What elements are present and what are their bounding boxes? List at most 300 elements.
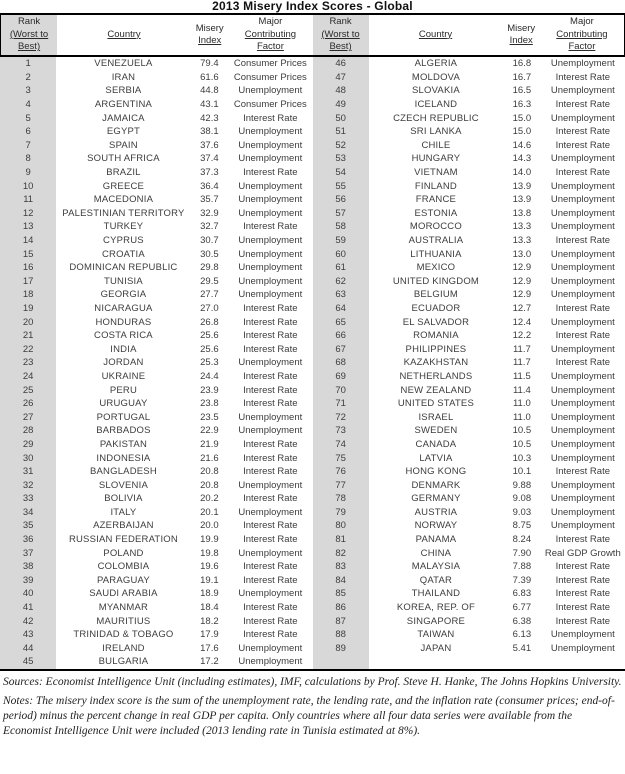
country-cell: MOLDOVA: [411, 71, 461, 83]
rank-cell: 49: [313, 98, 369, 112]
rank-cell: 76: [313, 465, 369, 479]
table-row: [313, 533, 625, 547]
table-row: [0, 410, 313, 424]
factor-cell: Interest Rate: [243, 615, 298, 627]
table-row: [0, 342, 313, 356]
rank-cell: 9: [0, 166, 56, 180]
rank-cell: 78: [313, 492, 369, 506]
table-row: [0, 166, 313, 180]
factor-header: [540, 15, 624, 55]
header-line: Best): [17, 41, 41, 53]
factor-cell: Unemployment: [550, 262, 615, 274]
rank-cell: 46: [313, 57, 369, 71]
factor-cell: Interest Rate: [243, 330, 298, 342]
country-cell: PARAGUAY: [96, 574, 150, 586]
factor-cell: Unemployment: [550, 316, 615, 328]
factor-cell: Interest Rate: [555, 588, 610, 600]
country-cell: RUSSIAN FEDERATION: [68, 534, 178, 546]
country-cell: DOMINICAN REPUBLIC: [69, 262, 178, 274]
country-cell: ITALY: [110, 506, 137, 518]
table-row: [0, 111, 313, 125]
factor-cell: Consumer Prices: [233, 58, 307, 70]
country-cell: VENEZUELA: [94, 58, 153, 70]
country-cell: TRINIDAD & TOBAGO: [73, 629, 174, 641]
table-row: [0, 207, 313, 221]
misery-cell: 21.9: [200, 438, 219, 450]
country-cell: CANADA: [415, 438, 457, 450]
factor-cell: Unemployment: [550, 343, 615, 355]
country-cell: KOREA, REP. OF: [396, 602, 475, 614]
factor-cell: Consumer Prices: [233, 99, 307, 111]
country-cell: SRI LANKA: [410, 126, 462, 138]
country-cell: AUSTRALIA: [408, 235, 464, 247]
table-row: [313, 342, 625, 356]
rank-cell: 63: [313, 288, 369, 302]
table-row: [313, 397, 625, 411]
rank-cell: 26: [0, 397, 56, 411]
factor-cell: Unemployment: [550, 520, 615, 532]
misery-cell: 11.7: [512, 343, 531, 355]
rank-cell: 61: [313, 261, 369, 275]
factor-cell: Unemployment: [550, 58, 615, 70]
factor-cell: Interest Rate: [243, 466, 298, 478]
rank-cell: 47: [313, 71, 369, 85]
country-cell: SWEDEN: [414, 425, 458, 437]
factor-cell: Unemployment: [550, 452, 615, 464]
country-cell: URUGUAY: [99, 398, 148, 410]
rank-cell: [313, 655, 369, 669]
misery-cell: 23.8: [200, 398, 219, 410]
factor-cell: Unemployment: [238, 642, 303, 654]
country-cell: AUSTRIA: [414, 506, 458, 518]
factor-cell: Unemployment: [550, 275, 615, 287]
country-cell: GEORGIA: [100, 289, 147, 301]
country-cell: COLOMBIA: [97, 561, 150, 573]
rank-cell: 2: [0, 71, 56, 85]
country-cell: EGYPT: [106, 126, 141, 138]
table-row: [313, 383, 625, 397]
table-row: [0, 57, 313, 71]
country-cell: NETHERLANDS: [399, 370, 473, 382]
country-cell: UNITED KINGDOM: [392, 275, 480, 287]
factor-cell: Unemployment: [550, 642, 615, 654]
misery-cell: 9.88: [512, 479, 532, 491]
rank-cell: 4: [0, 98, 56, 112]
header-line: Contributing: [556, 28, 608, 40]
notes-text: Notes: The misery index score is the sum of the unemployment rate, the lending rate, and the inflation rate (consumer prices; end-of-period) minus the percent change in real GDP per capita. Only countries where all four data series were available from the Economist Intelligence Unit were included (2013 lending rate in Tunisia estimated at 8%).: [3, 694, 615, 737]
country-cell: GERMANY: [411, 493, 461, 505]
table-row: [313, 560, 625, 574]
footer-notes: [0, 671, 625, 739]
rank-cell: 81: [313, 533, 369, 547]
factor-cell: Unemployment: [238, 289, 303, 301]
country-cell: DENMARK: [411, 479, 461, 491]
misery-cell: 10.5: [512, 438, 532, 450]
table-row: [313, 315, 625, 329]
country-cell: PAKISTAN: [99, 438, 148, 450]
rank-cell: 48: [313, 84, 369, 98]
factor-cell: Unemployment: [238, 547, 303, 559]
rank-cell: 52: [313, 139, 369, 153]
country-cell: HUNGARY: [411, 153, 461, 165]
country-cell: PERU: [109, 384, 138, 396]
table-row: [0, 546, 313, 560]
misery-cell: 12.4: [512, 316, 532, 328]
misery-cell: 6.13: [512, 629, 532, 641]
header-line: Misery: [195, 22, 224, 34]
header-line: Factor: [568, 41, 596, 53]
misery-cell: 22.9: [200, 425, 219, 437]
table-body: [0, 57, 625, 671]
misery-cell: 14.6: [512, 139, 532, 151]
table-body-left: [0, 57, 313, 669]
table-row: [313, 451, 625, 465]
table-row: [0, 560, 313, 574]
misery-cell: 32.9: [200, 207, 219, 219]
table-row: [313, 220, 625, 234]
misery-cell: 19.6: [200, 561, 219, 573]
misery-cell: 20.2: [200, 493, 219, 505]
rank-cell: 10: [0, 179, 56, 193]
country-cell: INDIA: [110, 343, 137, 355]
table-row: [0, 519, 313, 533]
factor-cell: Interest Rate: [243, 438, 298, 450]
country-cell: IRELAND: [102, 642, 145, 654]
country-cell: GREECE: [102, 180, 145, 192]
table-row: [0, 587, 313, 601]
country-cell: FRANCE: [415, 194, 457, 206]
factor-cell: Unemployment: [550, 398, 615, 410]
misery-cell: 11.4: [512, 384, 531, 396]
country-cell: BULGARIA: [98, 656, 149, 668]
table-row: [0, 84, 313, 98]
misery-cell: 37.3: [200, 167, 219, 179]
misery-cell: 25.3: [200, 357, 219, 369]
header-line: Index: [509, 35, 533, 46]
country-cell: JORDAN: [103, 357, 144, 369]
country-cell: SPAIN: [109, 139, 138, 151]
country-cell: SLOVAKIA: [411, 85, 460, 97]
factor-cell: Unemployment: [550, 425, 615, 437]
table-row: [0, 383, 313, 397]
factor-cell: Unemployment: [238, 588, 303, 600]
factor-cell: Interest Rate: [555, 330, 610, 342]
factor-cell: Unemployment: [550, 493, 615, 505]
country-cell: HONG KONG: [405, 466, 467, 478]
rank-cell: 24: [0, 370, 56, 384]
misery-cell: 12.9: [512, 262, 532, 274]
table-row: [313, 247, 625, 261]
factor-cell: Interest Rate: [243, 398, 298, 410]
table-row: [0, 275, 313, 289]
country-cell: UKRAINE: [101, 370, 146, 382]
factor-cell: Real GDP Growth: [544, 547, 621, 559]
country-cell: FINLAND: [414, 180, 457, 192]
table-row: [0, 288, 313, 302]
factor-header: [228, 15, 312, 55]
header-line: Major: [570, 16, 594, 28]
country-cell: ICELAND: [414, 99, 458, 111]
misery-cell: 32.7: [200, 221, 219, 233]
factor-cell: Unemployment: [238, 85, 303, 97]
misery-cell: 13.9: [512, 194, 532, 206]
misery-cell: 18.2: [200, 615, 219, 627]
misery-cell: 30.7: [200, 235, 219, 247]
country-cell: TURKEY: [103, 221, 144, 233]
misery-cell: 13.9: [512, 180, 532, 192]
table-row: [0, 329, 313, 343]
country-cell: CHINA: [420, 547, 452, 559]
misery-cell: 44.8: [200, 85, 219, 97]
table-row: [0, 261, 313, 275]
country-cell: ROMANIA: [413, 330, 459, 342]
factor-cell: Interest Rate: [555, 71, 610, 83]
rank-cell: 80: [313, 519, 369, 533]
sources-text: Sources: Economist Intelligence Unit (including estimates), IMF, calculations by Prof. Steve H. Hanke, The Johns Hopkins University.: [3, 675, 622, 688]
rank-cell: 16: [0, 261, 56, 275]
rank-cell: 6: [0, 125, 56, 139]
misery-cell: 20.1: [200, 506, 219, 518]
country-cell: JAMAICA: [102, 112, 145, 124]
table-row: [0, 315, 313, 329]
factor-cell: Interest Rate: [243, 302, 298, 314]
table-row: [313, 546, 625, 560]
misery-index-header: [503, 15, 540, 55]
table-row: [313, 302, 625, 316]
country-cell: BANGLADESH: [89, 466, 157, 478]
factor-cell: Interest Rate: [555, 466, 610, 478]
country-cell: MALAYSIA: [411, 561, 461, 573]
table-row: [313, 574, 625, 588]
misery-cell: 13.8: [512, 207, 532, 219]
factor-cell: Interest Rate: [555, 615, 610, 627]
misery-cell: 23.9: [200, 384, 219, 396]
header-line: Country: [107, 28, 141, 40]
table-row: [0, 601, 313, 615]
table-row: [313, 506, 625, 520]
rank-cell: 42: [0, 614, 56, 628]
misery-cell: 7.88: [512, 561, 532, 573]
factor-cell: Unemployment: [550, 85, 615, 97]
country-cell: POLAND: [103, 547, 144, 559]
table-row: [313, 614, 625, 628]
table-row: [0, 655, 313, 669]
factor-cell: Interest Rate: [555, 561, 610, 573]
factor-cell: Interest Rate: [243, 602, 298, 614]
misery-cell: 37.4: [200, 153, 219, 165]
country-cell: CHILE: [421, 139, 451, 151]
table-row: [313, 628, 625, 642]
misery-cell: 13.3: [512, 235, 532, 247]
rank-cell: 18: [0, 288, 56, 302]
rank-cell: 50: [313, 111, 369, 125]
factor-cell: Interest Rate: [243, 167, 298, 179]
country-header: [57, 15, 191, 55]
factor-cell: Unemployment: [550, 506, 615, 518]
table-row: [0, 247, 313, 261]
misery-cell: 19.9: [200, 534, 219, 546]
rank-cell: 87: [313, 614, 369, 628]
factor-cell: Unemployment: [238, 479, 303, 491]
misery-cell: 26.8: [200, 316, 219, 328]
table-row: [313, 207, 625, 221]
table-row: [313, 642, 625, 656]
rank-cell: 60: [313, 247, 369, 261]
country-cell: ESTONIA: [414, 207, 458, 219]
table-row: [313, 356, 625, 370]
factor-cell: Unemployment: [550, 411, 615, 423]
rank-header: [1, 15, 57, 55]
misery-cell: 17.2: [200, 656, 219, 668]
misery-cell: 12.9: [512, 275, 532, 287]
table-row: [313, 125, 625, 139]
misery-cell: 25.6: [200, 330, 219, 342]
table-row: [313, 601, 625, 615]
rank-cell: 38: [0, 560, 56, 574]
country-cell: VIETNAM: [414, 167, 458, 179]
misery-cell: 29.8: [200, 262, 219, 274]
country-cell: BOLIVIA: [104, 493, 143, 505]
rank-cell: 13: [0, 220, 56, 234]
misery-cell: 10.3: [512, 452, 532, 464]
factor-cell: Unemployment: [238, 262, 303, 274]
country-cell: IRAN: [111, 71, 136, 83]
rank-cell: 59: [313, 234, 369, 248]
country-cell: MAURITIUS: [96, 615, 151, 627]
rank-cell: 8: [0, 152, 56, 166]
table-row: [0, 397, 313, 411]
factor-cell: Interest Rate: [243, 384, 298, 396]
misery-cell: 13.0: [512, 248, 532, 260]
misery-cell: 16.8: [512, 58, 532, 70]
rank-cell: 40: [0, 587, 56, 601]
factor-cell: Unemployment: [550, 629, 615, 641]
table-row: [313, 424, 625, 438]
misery-cell: 15.0: [512, 126, 532, 138]
factor-cell: Interest Rate: [555, 126, 610, 138]
misery-cell: 11.0: [512, 398, 531, 410]
table-row: [0, 71, 313, 85]
country-cell: ISRAEL: [418, 411, 454, 423]
table-row: [313, 57, 625, 71]
rank-cell: 65: [313, 315, 369, 329]
rank-cell: 82: [313, 546, 369, 560]
left-header: [1, 15, 313, 55]
table-row: [313, 519, 625, 533]
factor-cell: Interest Rate: [555, 139, 610, 151]
country-cell: ALGERIA: [414, 58, 458, 70]
rank-cell: 11: [0, 193, 56, 207]
factor-cell: Interest Rate: [555, 574, 610, 586]
country-cell: SERBIA: [105, 85, 142, 97]
rank-cell: 55: [313, 179, 369, 193]
country-cell: SLOVENIA: [98, 479, 148, 491]
rank-cell: 72: [313, 410, 369, 424]
header-line: Index: [198, 35, 222, 46]
country-cell: TUNISIA: [103, 275, 143, 287]
table-row: [0, 152, 313, 166]
table-row: [0, 438, 313, 452]
table-row: [0, 424, 313, 438]
misery-cell: 17.9: [200, 629, 219, 641]
table-row: [0, 125, 313, 139]
country-cell: MYANMAR: [98, 602, 149, 614]
rank-cell: 84: [313, 574, 369, 588]
country-cell: SOUTH AFRICA: [87, 153, 160, 165]
table-row: [0, 478, 313, 492]
misery-cell: 6.77: [512, 602, 532, 614]
country-cell: SAUDI ARABIA: [89, 588, 158, 600]
table-row: [313, 111, 625, 125]
misery-cell: 19.1: [200, 574, 219, 586]
factor-cell: Unemployment: [238, 207, 303, 219]
country-cell: MEXICO: [416, 262, 456, 274]
rank-cell: 30: [0, 451, 56, 465]
misery-cell: 38.1: [200, 126, 219, 138]
misery-cell: 21.6: [200, 452, 219, 464]
misery-cell: 12.9: [512, 289, 532, 301]
table-row: [0, 220, 313, 234]
header-line: Best): [329, 41, 352, 53]
factor-cell: Unemployment: [550, 248, 615, 260]
misery-cell: 27.7: [200, 289, 219, 301]
misery-cell: 12.7: [512, 302, 532, 314]
misery-cell: 11.5: [512, 370, 531, 382]
table-row: [0, 533, 313, 547]
rank-cell: 69: [313, 370, 369, 384]
country-cell: LITHUANIA: [410, 248, 462, 260]
rank-cell: 7: [0, 139, 56, 153]
rank-cell: 35: [0, 519, 56, 533]
rank-cell: 67: [313, 342, 369, 356]
country-cell: CROATIA: [101, 248, 145, 260]
misery-cell: 25.6: [200, 343, 219, 355]
factor-cell: Interest Rate: [243, 534, 298, 546]
misery-cell: 18.9: [200, 588, 219, 600]
factor-cell: Interest Rate: [243, 112, 298, 124]
rank-cell: 19: [0, 302, 56, 316]
misery-cell: 29.5: [200, 275, 219, 287]
table-row: [0, 302, 313, 316]
rank-cell: 1: [0, 57, 56, 71]
rank-cell: 83: [313, 560, 369, 574]
factor-cell: Unemployment: [238, 656, 303, 668]
table-row: [0, 628, 313, 642]
country-cell: NICARAGUA: [94, 302, 153, 314]
factor-cell: Unemployment: [550, 221, 615, 233]
rank-cell: 28: [0, 424, 56, 438]
rank-cell: 32: [0, 478, 56, 492]
rank-header: [313, 15, 369, 55]
table-header: [0, 15, 625, 57]
misery-cell: 9.08: [512, 493, 532, 505]
rank-cell: 73: [313, 424, 369, 438]
misery-cell: 14.0: [512, 167, 532, 179]
rank-cell: 56: [313, 193, 369, 207]
table-row: [0, 98, 313, 112]
table-row: [313, 288, 625, 302]
country-cell: EL SALVADOR: [402, 316, 470, 328]
factor-cell: Unemployment: [238, 248, 303, 260]
country-cell: PALESTINIAN TERRITORY: [62, 207, 185, 219]
country-cell: MACEDONIA: [93, 194, 154, 206]
factor-cell: Unemployment: [550, 370, 615, 382]
rank-cell: 44: [0, 642, 56, 656]
table-row: [0, 506, 313, 520]
misery-index-header: [191, 15, 228, 55]
rank-cell: 14: [0, 234, 56, 248]
rank-cell: 41: [0, 601, 56, 615]
